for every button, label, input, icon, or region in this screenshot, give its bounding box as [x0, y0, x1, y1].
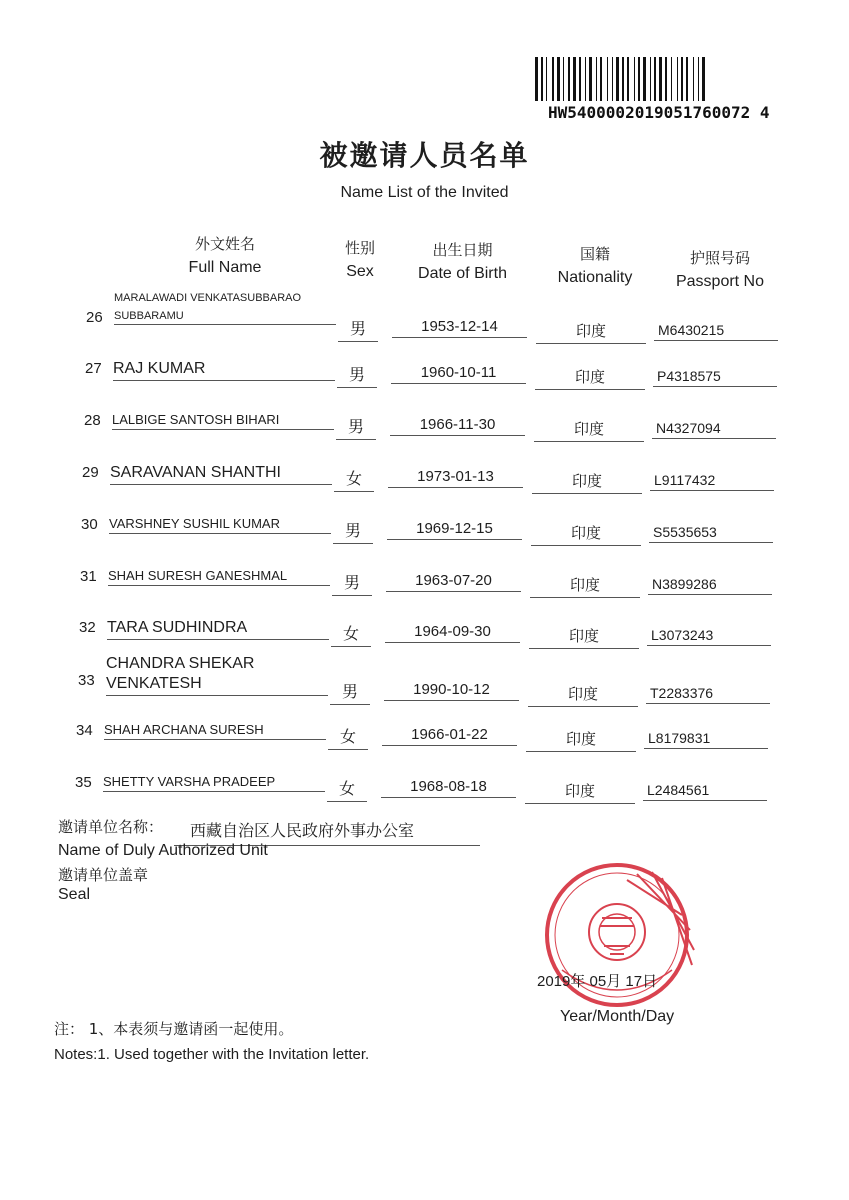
row-number: 30 — [81, 516, 98, 533]
barcode-bar — [565, 57, 567, 101]
sex-value: 女 — [327, 776, 367, 802]
barcode-bar — [607, 57, 608, 101]
date-of-birth: 1964-09-30 — [385, 623, 520, 643]
barcode-bar — [561, 57, 562, 101]
full-name — [114, 292, 336, 325]
seal-date: 2019年 05月 17日 — [537, 973, 658, 990]
barcode-bar — [684, 57, 685, 101]
barcode-bar — [593, 57, 595, 101]
document-title-en: Name List of the Invited — [340, 184, 509, 201]
barcode-bar — [614, 57, 615, 101]
date-of-birth: 1966-01-22 — [382, 726, 517, 746]
nationality: 印度 — [530, 574, 640, 598]
row-number: 34 — [76, 722, 93, 739]
nationality: 印度 — [534, 418, 644, 442]
barcode-bar — [585, 57, 586, 101]
date-of-birth: 1969-12-15 — [387, 520, 522, 540]
barcode-bar — [535, 57, 538, 101]
header-nationality-cn: 国籍 — [579, 245, 610, 263]
barcode-bar — [677, 57, 678, 101]
passport-number: N3899286 — [648, 576, 772, 595]
full-name-line1: SHAH SURESH GANESHMAL — [108, 568, 288, 583]
full-name-line1: RAJ KUMAR — [113, 360, 206, 377]
seal-date-format: Year/Month/Day — [560, 1008, 675, 1025]
barcode-bar — [582, 57, 584, 101]
header-full-name-cn: 外文姓名 — [194, 235, 255, 253]
unit-name: 西藏自治区人民政府外事办公室 — [174, 818, 480, 846]
barcode-bar — [634, 57, 635, 101]
barcode-bar — [673, 57, 676, 101]
row-number: 29 — [82, 464, 99, 481]
passport-number: L3073243 — [647, 627, 771, 646]
sex-value: 男 — [337, 362, 377, 388]
sex-value: 男 — [332, 570, 372, 596]
barcode-bar — [641, 57, 642, 101]
passport-number: N4327094 — [652, 420, 776, 439]
full-name-line1: MARALAWADI VENKATASUBBARAO — [114, 292, 302, 304]
barcode-bar — [552, 57, 554, 101]
barcode-bar — [659, 57, 662, 101]
barcode-bar — [665, 57, 667, 101]
full-name-line1: VARSHNEY SUSHIL KUMAR — [109, 516, 280, 531]
nationality: 印度 — [536, 320, 646, 344]
full-name — [110, 464, 332, 485]
header-sex — [335, 236, 385, 284]
full-name — [104, 722, 326, 740]
header-full-name-en: Full Name — [188, 259, 262, 276]
barcode-bar — [620, 57, 621, 101]
row-number: 33 — [78, 672, 95, 689]
row-number: 27 — [85, 360, 102, 377]
barcode-bar — [650, 57, 651, 101]
full-name — [107, 619, 329, 640]
barcode-bar — [695, 57, 697, 101]
nationality: 印度 — [535, 366, 645, 390]
header-passport-cn: 护照号码 — [689, 249, 750, 267]
passport-number: P4318575 — [653, 368, 777, 387]
barcode-bar — [663, 57, 664, 101]
unit-label-en: Name of Duly Authorized Unit — [58, 842, 268, 859]
header-nationality — [545, 242, 645, 290]
barcode-bar — [544, 57, 545, 101]
header-dob-en: Date of Birth — [418, 265, 507, 282]
passport-number: T2283376 — [646, 685, 770, 704]
full-name — [103, 774, 325, 792]
barcode-bar — [627, 57, 629, 101]
barcode-bar — [689, 57, 692, 101]
barcode-bar — [573, 57, 576, 101]
barcode-bar — [686, 57, 688, 101]
barcode-bar — [643, 57, 646, 101]
barcode-bar — [546, 57, 547, 101]
full-name-line1: CHANDRA SHEKAR — [106, 655, 255, 672]
note-cn: 注： 1、本表须与邀请函一起使用。 — [54, 1020, 294, 1038]
passport-number: S5535653 — [649, 524, 773, 543]
barcode-bar — [654, 57, 656, 101]
full-name-line1: TARA SUDHINDRA — [107, 619, 248, 636]
full-name-line1: SARAVANAN SHANTHI — [110, 464, 281, 481]
barcode-bar — [571, 57, 572, 101]
barcode-bar — [636, 57, 637, 101]
passport-number: L8179831 — [644, 730, 768, 749]
barcode-bar — [555, 57, 556, 101]
barcode-bar — [671, 57, 672, 101]
barcode-bar — [652, 57, 653, 101]
header-dob-cn: 出生日期 — [432, 241, 493, 259]
seal-label-en: Seal — [58, 886, 91, 903]
barcode-bar — [568, 57, 570, 101]
nationality: 印度 — [532, 470, 642, 494]
barcode-bar — [557, 57, 560, 101]
full-name — [113, 360, 335, 381]
sex-value: 男 — [338, 316, 378, 342]
date-of-birth: 1968-08-18 — [381, 778, 516, 798]
full-name — [106, 655, 328, 696]
barcode-bar — [600, 57, 602, 101]
barcode-bar — [698, 57, 699, 101]
barcode-bar — [668, 57, 670, 101]
barcode-bar — [706, 57, 708, 101]
row-number: 35 — [75, 774, 92, 791]
barcode — [535, 57, 785, 101]
barcode-bar — [598, 57, 599, 101]
barcode-bar — [616, 57, 619, 101]
barcode-bar — [630, 57, 633, 101]
sex-value: 女 — [328, 724, 368, 750]
date-of-birth: 1966-11-30 — [390, 416, 525, 436]
nationality: 印度 — [529, 625, 639, 649]
header-nationality-en: Nationality — [557, 269, 633, 286]
passport-number: L2484561 — [643, 782, 767, 801]
header-full-name — [150, 232, 300, 280]
nationality: 印度 — [525, 780, 635, 804]
barcode-bar — [548, 57, 551, 101]
sex-value: 男 — [333, 518, 373, 544]
row-number: 32 — [79, 619, 96, 636]
header-sex-en: Sex — [346, 263, 374, 280]
nationality: 印度 — [528, 683, 638, 707]
barcode-bar — [625, 57, 626, 101]
unit-label-cn: 邀请单位名称： — [58, 818, 164, 836]
barcode-bar — [657, 57, 658, 101]
row-number: 28 — [84, 412, 101, 429]
header-passport-en: Passport No — [675, 273, 765, 290]
full-name-line2: VENKATESH — [106, 675, 202, 692]
barcode-bar — [603, 57, 606, 101]
full-name — [112, 412, 334, 430]
barcode-bar — [589, 57, 592, 101]
date-of-birth: 1973-01-13 — [388, 468, 523, 488]
sex-value: 男 — [330, 679, 370, 705]
barcode-bar — [541, 57, 543, 101]
barcode-bar — [539, 57, 540, 101]
nationality: 印度 — [531, 522, 641, 546]
barcode-bar — [702, 57, 705, 101]
barcode-bar — [693, 57, 694, 101]
date-of-birth: 1953-12-14 — [392, 318, 527, 338]
nationality: 印度 — [526, 728, 636, 752]
sex-value: 男 — [336, 414, 376, 440]
barcode-bar — [596, 57, 597, 101]
barcode-bar — [681, 57, 683, 101]
barcode-bar — [679, 57, 680, 101]
header-sex-cn: 性别 — [344, 239, 375, 257]
barcode-bar — [609, 57, 611, 101]
barcode-bar — [579, 57, 581, 101]
date-of-birth: 1960-10-11 — [391, 364, 526, 384]
date-of-birth: 1963-07-20 — [386, 572, 521, 592]
date-of-birth: 1990-10-12 — [384, 681, 519, 701]
full-name-line1: SHAH ARCHANA SURESH — [104, 722, 264, 737]
barcode-bar — [587, 57, 588, 101]
barcode-number: HW5400002019051760072 4 — [548, 103, 770, 122]
sex-value: 女 — [334, 466, 374, 492]
row-number: 31 — [80, 568, 97, 585]
note-en: Notes:1. Used together with the Invitation letter. — [54, 1046, 370, 1063]
barcode-bar — [577, 57, 578, 101]
barcode-bar — [622, 57, 624, 101]
barcode-bar — [563, 57, 564, 101]
full-name — [109, 516, 331, 534]
header-dob — [400, 238, 525, 286]
barcode-bar — [638, 57, 640, 101]
full-name-line1: LALBIGE SANTOSH BIHARI — [112, 412, 280, 427]
barcode-bar — [612, 57, 613, 101]
barcode-bar — [700, 57, 701, 101]
passport-number: L9117432 — [650, 472, 774, 491]
header-passport — [665, 246, 775, 294]
full-name — [108, 568, 330, 586]
full-name-line2: SUBBARAMU — [114, 310, 184, 322]
row-number: 26 — [86, 309, 103, 326]
full-name-line1: SHETTY VARSHA PRADEEP — [103, 774, 276, 789]
sex-value: 女 — [331, 621, 371, 647]
barcode-bar — [647, 57, 649, 101]
document-title-cn: 被邀请人员名单 — [319, 139, 530, 172]
passport-number: M6430215 — [654, 322, 778, 341]
seal-label-cn: 邀请单位盖章 — [58, 866, 149, 884]
